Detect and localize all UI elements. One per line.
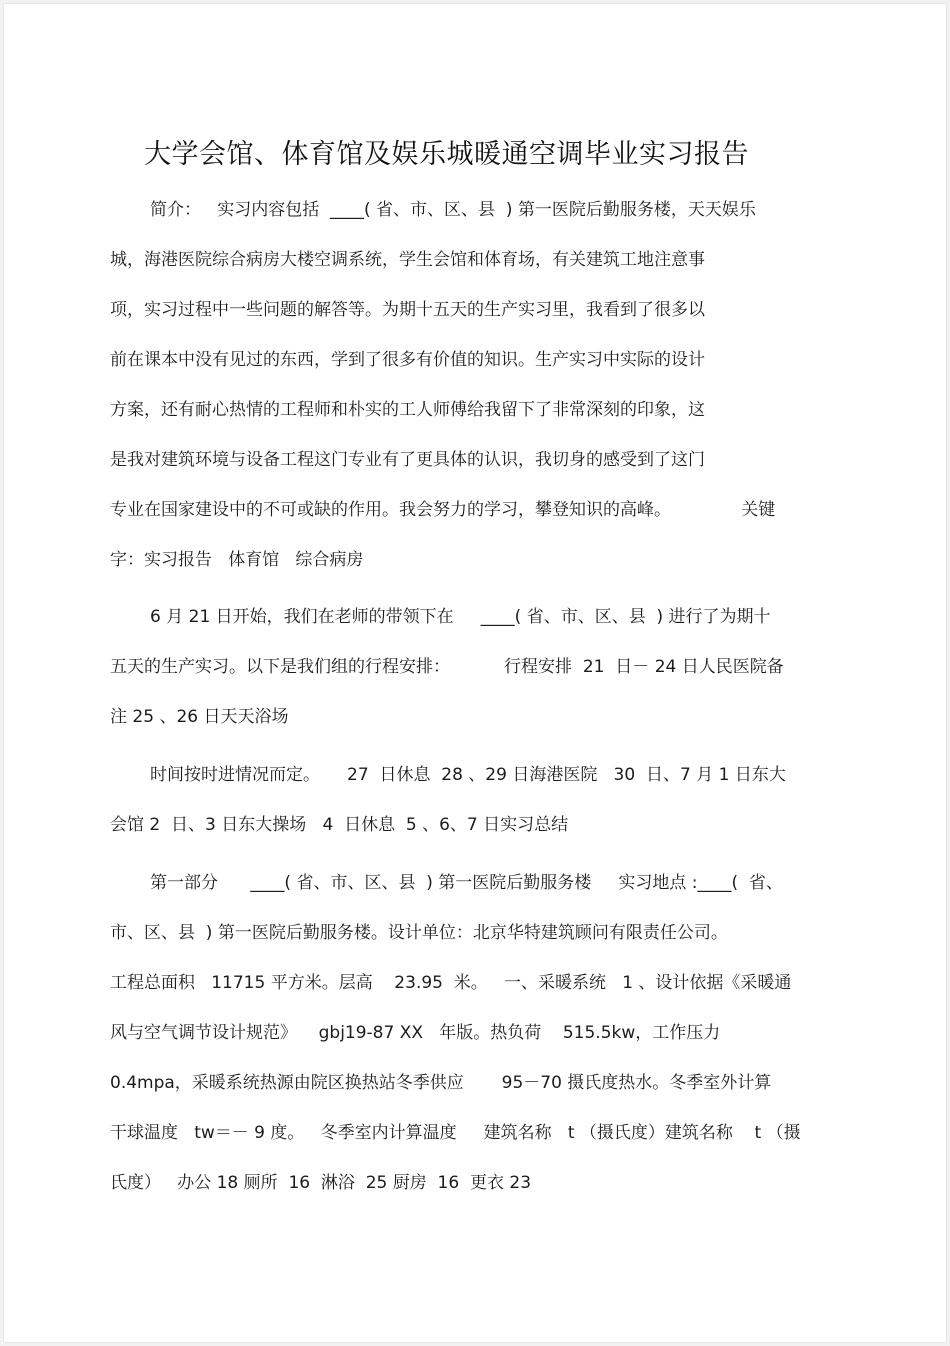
paragraph-2-line-3: 注 25 、26 日天天浴场: [110, 707, 289, 727]
paragraph-4-line-5: 0.4mpa，采暖系统热源由院区换热站冬季供应 95－70 摄氏度热水。冬季室外计算: [110, 1073, 772, 1093]
paragraph-1-line-1: 简介： 实习内容包括 ____( 省、市、区、县 ) 第一医院后勤服务楼，天天娱乐: [150, 200, 756, 220]
paragraph-3-line-1: 时间按时进情况而定。 27 日休息 28 、29 日海港医院 30 日、7 月 1 日东大: [150, 765, 786, 785]
paragraph-1-line-7: 专业在国家建设中的不可或缺的作用。我会努力的学习，攀登知识的高峰。 关键: [110, 500, 776, 520]
paragraph-1-line-4: 前在课本中没有见过的东西，学到了很多有价值的知识。生产实习中实际的设计: [110, 350, 705, 370]
document-page: [4, 4, 946, 1342]
paragraph-1-line-2: 城，海港医院综合病房大楼空调系统，学生会馆和体育场，有关建筑工地注意事: [110, 250, 705, 270]
paragraph-4-line-3: 工程总面积 11715 平方米。层高 23.95 米。 一、采暖系统 1 、设计依据《采暖通: [110, 973, 792, 993]
paragraph-1-line-6: 是我对建筑环境与设备工程这门专业有了更具体的认识，我切身的感受到了这门: [110, 450, 705, 470]
document-title: 大学会馆、体育馆及娱乐城暖通空调毕业实习报告: [144, 139, 749, 170]
paragraph-2-line-2: 五天的生产实习。以下是我们组的行程安排： 行程安排 21 日－ 24 日人民医院备: [110, 657, 784, 677]
paragraph-3-line-2: 会馆 2 日、3 日东大操场 4 日休息 5 、6、7 日实习总结: [110, 815, 569, 835]
paragraph-4-line-7: 氏度） 办公 18 厕所 16 淋浴 25 厨房 16 更衣 23: [110, 1173, 532, 1193]
paragraph-4-line-6: 干球温度 tw＝－ 9 度。 冬季室内计算温度 建筑名称 t （摄氏度）建筑名称 t （摄: [110, 1123, 801, 1143]
paragraph-1-line-5: 方案，还有耐心热情的工程师和朴实的工人师傅给我留下了非常深刻的印象，这: [110, 400, 705, 420]
paragraph-1-line-3: 项，实习过程中一些问题的解答等。为期十五天的生产实习里，我看到了很多以: [110, 300, 705, 320]
paragraph-2-line-1: 6 月 21 日开始，我们在老师的带领下在 ____( 省、市、区、县 ) 进行了为期十: [150, 607, 771, 627]
paragraph-4-line-4: 风与空气调节设计规范》 gbj19-87 XX 年版。热负荷 515.5kw，工作压力: [110, 1023, 721, 1043]
paragraph-4-line-2: 市、区、县 ) 第一医院后勤服务楼。设计单位：北京华特建筑顾问有限责任公司。: [110, 923, 728, 943]
paragraph-4-line-1: 第一部分 ____( 省、市、区、县 ) 第一医院后勤服务楼 实习地点 :____( 省、: [150, 873, 783, 893]
paragraph-1-line-8: 字：实习报告 体育馆 综合病房: [110, 550, 364, 570]
